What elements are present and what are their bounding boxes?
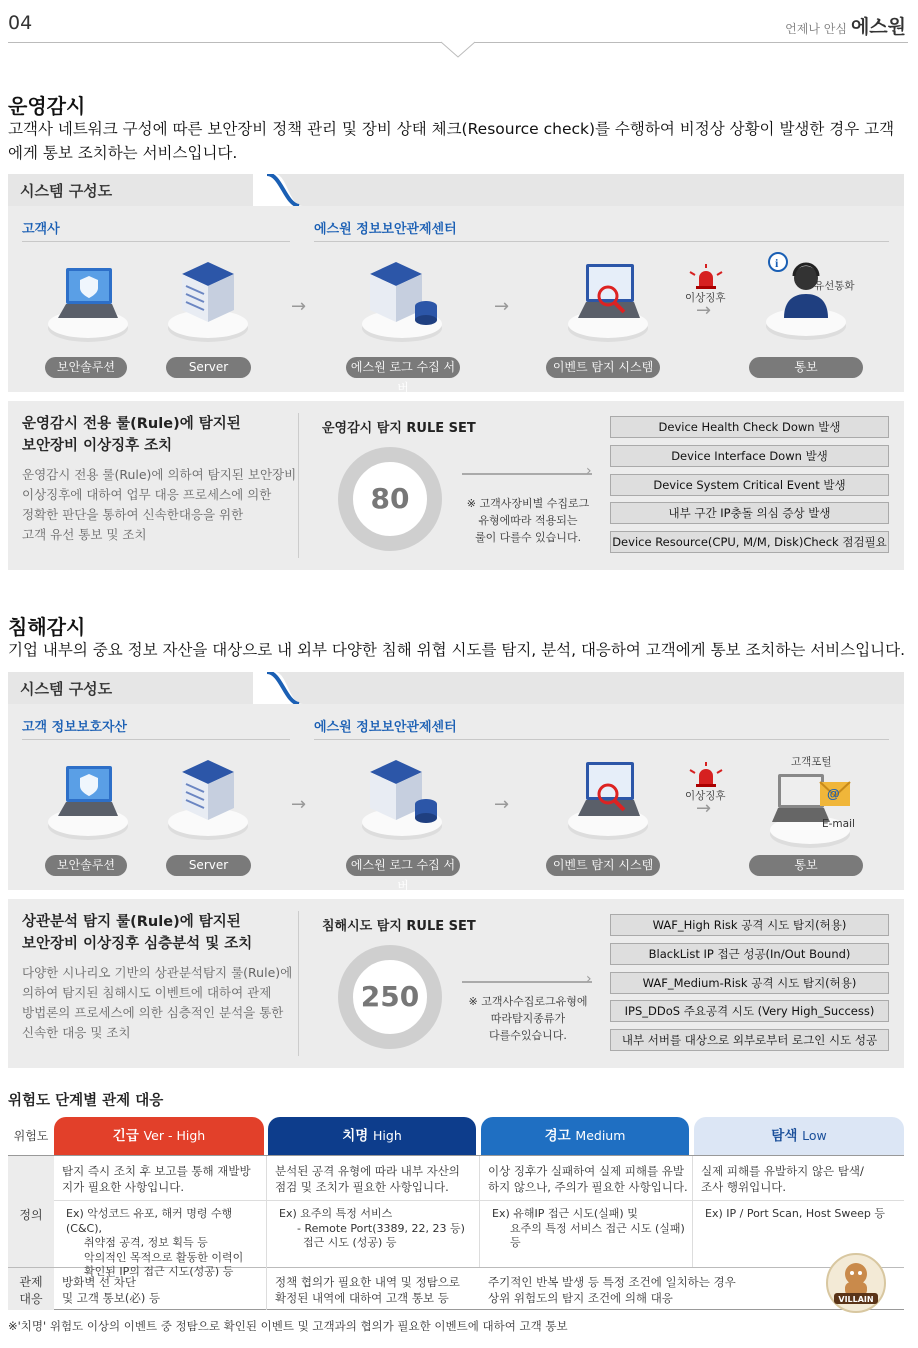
badge-text: VILLAIN (838, 1295, 874, 1304)
example-low (705, 1207, 901, 1222)
svg-text:@: @ (827, 786, 840, 801)
ruleset1-note (458, 495, 598, 546)
desc-line: 운영감시 전용 룰(Rule)에 의하여 탐지된 보안장비 (22, 467, 297, 482)
alarm-light-icon (686, 264, 726, 290)
level-name: 긴급 (112, 1128, 139, 1144)
example-medium (492, 1207, 692, 1251)
ruleset2-note (458, 993, 598, 1044)
arrow-right-icon: → (494, 296, 510, 317)
def-high: 분석된 공격 유형에 따라 내부 자산의 점검 및 조치가 필요한 사항입니다. (275, 1164, 460, 1194)
def-critical: 탐지 즉시 조치 후 보고를 통해 재발방지가 필요한 사항입니다. (62, 1164, 251, 1194)
resp-line: 확정된 내역에 대하여 고객 통보 등 (275, 1291, 449, 1305)
section1-desc: 고객사 네트워크 구성에 따른 보안장비 정책 관리 및 장비 상태 체크(Resource check)를 수행하여 비정상 상황이 발생한 경우 고객에게 통보 조치하는 서비스입니다. (8, 120, 895, 162)
rule-item: BlackList IP 접근 성공(In/Out Bound) (610, 943, 889, 965)
brand-tagline: 언제나 안심 (785, 22, 847, 36)
note-line: 룰이 다를수 있습니다. (474, 531, 582, 544)
diagram2-tabbar (8, 672, 904, 704)
center-line (314, 739, 889, 740)
example-line: 악의적인 목적으로 활동한 이력이 (84, 1250, 244, 1264)
divider (298, 911, 299, 1056)
rule-item: Device Resource(CPU, M/M, Disk)Check 점검필요 (610, 531, 889, 553)
note-line: 다를수있습니다. (489, 1029, 567, 1042)
portal-label: 고객포털 (791, 756, 832, 768)
arrow-right-icon: → (291, 794, 307, 815)
example-high (279, 1207, 479, 1251)
ruleset1-heading (22, 413, 241, 457)
ruleset2-heading (22, 911, 252, 955)
pill-server: Server (166, 855, 251, 876)
example-critical (66, 1207, 266, 1280)
pill-notify: 통보 (749, 357, 863, 378)
ruleset2-heading-line2: 보안장비 이상징후 심층분석 및 조치 (22, 936, 253, 952)
arrow-right-icon: → (696, 798, 712, 819)
alert-label: 이상징후 (685, 790, 726, 802)
alert-label: 이상징후 (685, 292, 726, 304)
laptop-magnifier-icon (562, 754, 654, 846)
section2-desc: 기업 내부의 중요 정보 자산을 대상으로 내 외부 다양한 침해 위협 시도를 탐지, 분석, 대응하여 고객에게 통보 조치하는 서비스입니다. (8, 641, 906, 659)
villain-badge-icon (825, 1252, 887, 1314)
server-icon (162, 754, 254, 846)
row-response-label: 관제 대응 (19, 1275, 43, 1306)
diagram1-tabbar (8, 174, 904, 206)
section2-title: 침해감시 (8, 615, 86, 639)
desc-line: 이상징후에 대하여 업무 대응 프로세스에 의한 (22, 487, 272, 502)
center-label: 에스원 정보보안관제센터 (314, 222, 457, 237)
risk-table-title: 위험도 단계별 관제 대응 (8, 1093, 164, 1109)
brand-logo: 에스원 (850, 16, 906, 38)
level-name: 탐색 (771, 1128, 798, 1144)
email-label: E-mail (822, 818, 855, 830)
ruleset2-arrow (462, 981, 592, 983)
example-line: - Remote Port(3389, 22, 23 등) (297, 1221, 465, 1235)
level-high-tab (268, 1117, 476, 1155)
alarm-light-icon (686, 762, 726, 788)
ruleset2-title: 침해시도 탐지 RULE SET (322, 919, 476, 934)
resp-line: 주기적인 반복 발생 등 특정 조건에 일치하는 경우 (488, 1275, 736, 1289)
rule-item: Device Interface Down 발생 (610, 445, 889, 467)
section1-title: 운영감시 (8, 94, 86, 118)
header-notch (441, 40, 475, 59)
resp-line: 및 고객 통보(必) 등 (62, 1291, 161, 1305)
rule-item: Device System Critical Event 발생 (610, 474, 889, 496)
ruleset1-arrow (462, 473, 592, 475)
ruleset1-title: 운영감시 탐지 RULE SET (322, 421, 476, 436)
pill-log-server: 에스원 로그 수집 서버 (346, 855, 460, 876)
diagram2-box (8, 704, 904, 893)
ruleset1-heading-line2: 보안장비 이상징후 조치 (22, 438, 173, 454)
level-name: 치명 (342, 1128, 369, 1144)
pill-log-server: 에스원 로그 수집 서버 (346, 357, 460, 378)
pill-security-solution: 보안솔루션 (45, 855, 127, 876)
arrow-head-icon: › (586, 971, 592, 987)
example-line: Ex) IP / Port Scan, Host Sweep 등 (705, 1207, 886, 1220)
arrow-right-icon: → (494, 794, 510, 815)
rule-item: 내부 서버를 대상으로 외부로부터 로그인 시도 성공 (610, 1029, 889, 1051)
def-low: 실제 피해를 유발하지 않은 탐색/ 조사 행위입니다. (701, 1164, 864, 1194)
desc-line: 의하여 탐지된 침해시도 이벤트에 대하여 관제 (22, 985, 272, 1000)
diagram2-title: 시스템 구성도 (20, 680, 113, 698)
risk-table-body (8, 1155, 904, 1310)
laptop-shield-icon (42, 256, 134, 348)
resp-medium-low (488, 1274, 828, 1306)
ruleset2-desc (22, 963, 292, 1043)
pill-security-solution: 보안솔루션 (45, 357, 127, 378)
laptop-magnifier-icon (562, 256, 654, 348)
note-line: 따라탐지종류가 (490, 1012, 566, 1025)
tab-swoosh-icon (253, 672, 313, 704)
log-server-icon (356, 256, 448, 348)
desc-line: 다양한 시나리오 기반의 상관분석탐지 룰(Rule)에 (22, 965, 293, 980)
pill-server: Server (166, 357, 251, 378)
col-divider (266, 1156, 267, 1310)
desc-line: 신속한 대응 및 조치 (22, 1025, 131, 1040)
center-label: 에스원 정보보안관제센터 (314, 720, 457, 735)
customer-assets-label: 고객 정보보호자산 (22, 720, 127, 735)
ruleset1-count-circle: 80 (338, 447, 442, 551)
customer-line (22, 241, 290, 242)
example-line: 요주의 특정 서비스 접근 시도 (실패) 등 (510, 1221, 685, 1249)
diagram1-box (8, 206, 904, 395)
note-line: ※ 고객사장비별 수집로그 (466, 497, 590, 510)
col-divider (692, 1156, 693, 1267)
brand (785, 12, 906, 39)
note-line: ※ 고객사수집로그유형에 (468, 995, 588, 1008)
svg-text:i: i (775, 256, 779, 270)
ruleset1-heading-line1: 운영감시 전용 룰(Rule)에 탐지된 (22, 416, 241, 432)
desc-line: 방법론의 프로세스에 의한 심층적인 분석을 통한 (22, 1005, 284, 1020)
example-line: 취약점 공격, 정보 획득 등 (84, 1236, 208, 1249)
def-medium: 이상 징후가 실패하여 실제 피해를 유발하지 않으나, 주의가 필요한 사항입니다. (488, 1164, 688, 1194)
arrow-head-icon: › (586, 463, 592, 479)
resp-line: 정책 협의가 필요한 내역 및 정탐으로 (275, 1275, 460, 1289)
divider (298, 413, 299, 558)
contact-label: 유선통화 (814, 280, 855, 292)
level-en: High (373, 1128, 402, 1143)
ruleset2-heading-line1: 상관분석 탐지 룰(Rule)에 탐지된 (22, 914, 241, 930)
level-low-tab (694, 1117, 904, 1155)
page-number: 04 (8, 12, 33, 34)
desc-line: 고객 유선 통보 및 조치 (22, 527, 147, 542)
customer-label: 고객사 (22, 222, 60, 237)
row-definition-label: 정의 (19, 1208, 43, 1222)
rule-item: WAF_Medium-Risk 공격 시도 탐지(허용) (610, 972, 889, 994)
rule-item: 내부 구간 IP충돌 의심 증상 발생 (610, 502, 889, 524)
tab-swoosh-icon (253, 174, 313, 206)
pill-notify: 통보 (749, 855, 863, 876)
support-agent-icon (760, 252, 852, 344)
col-divider (479, 1156, 480, 1267)
diagram1-title: 시스템 구성도 (20, 182, 113, 200)
center-line (314, 241, 889, 242)
resp-line: 상위 위험도의 탐지 조건에 의해 대응 (488, 1291, 673, 1305)
level-critical-tab (54, 1117, 264, 1155)
ruleset1-desc (22, 465, 296, 545)
pill-event-detection: 이벤트 탐지 시스템 (546, 855, 660, 876)
ruleset2-count-circle: 250 (338, 945, 442, 1049)
rule-item: WAF_High Risk 공격 시도 탐지(허용) (610, 914, 889, 936)
example-line: 접근 시도 (성공) 등 (303, 1236, 397, 1249)
laptop-shield-icon (42, 754, 134, 846)
note-line: 유형에따라 적용되는 (478, 514, 578, 527)
resp-line: 방화벽 선 차단 (62, 1275, 136, 1289)
arrow-right-icon: → (696, 300, 712, 321)
example-line: Ex) 악성코드 유포, 해커 명령 수행(C&C), (66, 1207, 233, 1235)
level-en: Low (802, 1128, 827, 1143)
portal-email-icon (764, 764, 856, 856)
rule-item: IPS_DDoS 주요공격 시도 (Very High_Success) (610, 1000, 889, 1022)
example-line: 확인된 IP의 접근 시도(성공) 등 (84, 1265, 234, 1278)
log-server-icon (356, 754, 448, 846)
footnote: ※'치명' 위험도 이상의 이벤트 중 정탐으로 확인된 이벤트 및 고객과의 협의가 필요한 이벤트에 대하여 고객 통보 (8, 1319, 568, 1333)
desc-line: 정확한 판단을 통하여 신속한대응을 위한 (22, 507, 244, 522)
resp-high (275, 1274, 475, 1306)
customer-line (22, 739, 290, 740)
server-icon (162, 256, 254, 348)
level-medium-tab (481, 1117, 689, 1155)
level-en: Ver - High (143, 1128, 206, 1143)
pill-event-detection: 이벤트 탐지 시스템 (546, 357, 660, 378)
level-name: 경고 (544, 1128, 571, 1144)
example-line: Ex) 요주의 특정 서비스 (279, 1207, 393, 1220)
rule-item: Device Health Check Down 발생 (610, 416, 889, 438)
col-risk-level: 위험도 (13, 1129, 49, 1143)
level-en: Medium (575, 1128, 626, 1143)
example-line: Ex) 유해IP 접근 시도(실패) 및 (492, 1207, 638, 1220)
arrow-right-icon: → (291, 296, 307, 317)
resp-critical (62, 1274, 258, 1306)
